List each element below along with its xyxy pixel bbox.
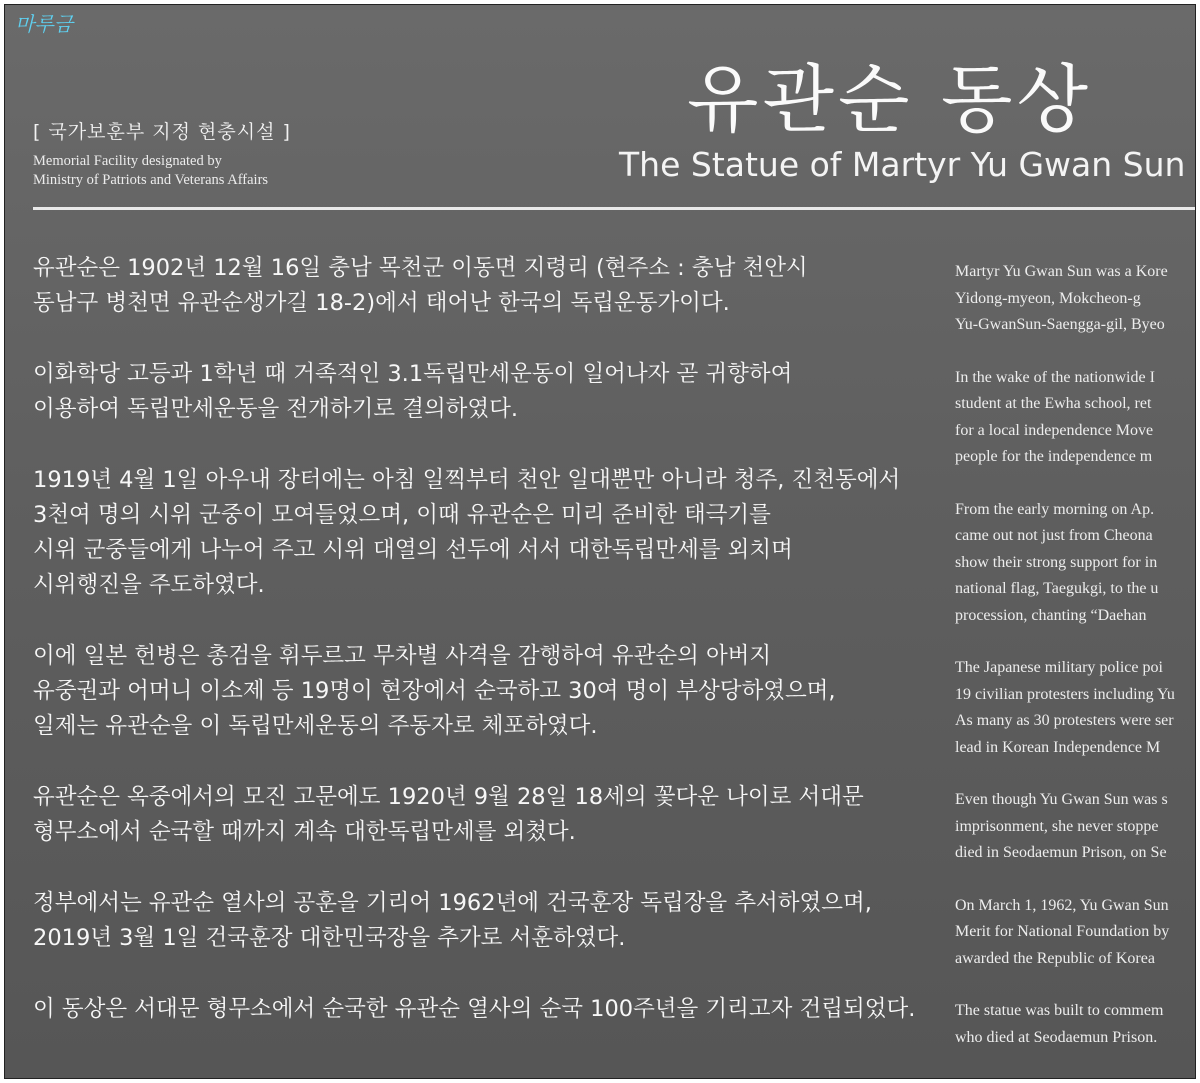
korean-paragraph-line: 이화학당 고등과 1학년 때 거족적인 3.1독립만세운동이 일어나자 곧 귀향하여 bbox=[33, 361, 793, 387]
korean-paragraph-line: 시위행진을 주도하였다. bbox=[33, 572, 265, 598]
english-paragraph-line: The statue was built to commem bbox=[955, 1002, 1164, 1019]
english-paragraph-line: lead in Korean Independence M bbox=[955, 738, 1161, 756]
korean-paragraph bbox=[33, 639, 913, 744]
divider-rule bbox=[33, 207, 1196, 210]
title-english: The Statue of Martyr Yu Gwan Sun bbox=[619, 145, 1186, 184]
english-paragraph-line: Yidong-myeon, Mokcheon-g bbox=[955, 289, 1141, 307]
korean-paragraph-line: 정부에서는 유관순 열사의 공훈을 기리어 1962년에 건국훈장 독립장을 추서하였으며, bbox=[33, 890, 872, 916]
korean-paragraph-line: 유관순은 옥중에서의 모진 고문에도 1920년 9월 28일 18세의 꽃다운 나이로 서대문 bbox=[33, 784, 864, 810]
title-korean: 유관순 동상 bbox=[687, 57, 1092, 143]
korean-paragraph bbox=[33, 992, 916, 1027]
english-paragraph-line: student at the Ewha school, ret bbox=[955, 395, 1152, 412]
english-paragraph-line: awarded the Republic of Korea bbox=[955, 949, 1155, 967]
korean-paragraph-line: 유관순은 1902년 12월 16일 충남 목천군 이동면 지령리 (현주소 : 충남 천안시 bbox=[33, 255, 808, 281]
korean-paragraph bbox=[33, 780, 913, 850]
english-paragraph bbox=[955, 365, 1196, 471]
korean-paragraph-line: 3천여 명의 시위 군중이 모여들었으며, 이때 유관순은 미리 준비한 태극기를 bbox=[33, 502, 771, 528]
english-text-column bbox=[955, 259, 1196, 1077]
english-paragraph-line: for a local independence Move bbox=[955, 421, 1154, 439]
memorial-plaque bbox=[4, 4, 1196, 1079]
english-paragraph bbox=[955, 259, 1196, 339]
korean-paragraph bbox=[33, 251, 913, 321]
english-paragraph-line: On March 1, 1962, Yu Gwan Sun bbox=[955, 896, 1169, 914]
english-paragraph-line: procession, chanting “Daehan bbox=[955, 606, 1147, 624]
english-paragraph-line: came out not just from Cheona bbox=[955, 527, 1153, 544]
english-paragraph-line: national flag, Taegukgi, to the u bbox=[955, 580, 1159, 597]
english-paragraph bbox=[955, 998, 1196, 1051]
english-paragraph bbox=[955, 787, 1196, 867]
korean-paragraph-line: 형무소에서 순국할 때까지 계속 대한독립만세를 외쳤다. bbox=[33, 819, 576, 845]
designation-english bbox=[33, 152, 268, 190]
korean-paragraph-line: 이용하여 독립만세운동을 전개하기로 결의하였다. bbox=[33, 396, 519, 422]
english-paragraph-line: Merit for National Foundation by bbox=[955, 923, 1170, 940]
korean-paragraph-line: 이에 일본 헌병은 총검을 휘두르고 무차별 사격을 감행하여 유관순의 아버지 bbox=[33, 643, 772, 669]
designation-english-line: Ministry of Patriots and Veterans Affairs bbox=[33, 172, 269, 188]
english-paragraph-line: As many as 30 protesters were ser bbox=[955, 712, 1174, 729]
designation-korean: [ 국가보훈부 지정 현충시설 ] bbox=[33, 121, 291, 143]
english-paragraph bbox=[955, 497, 1196, 630]
english-paragraph bbox=[955, 893, 1196, 973]
korean-paragraph-line: 일제는 유관순을 이 독립만세운동의 주동자로 체포하였다. bbox=[33, 713, 598, 739]
korean-paragraph-line: 이 동상은 서대문 형무소에서 순국한 유관순 열사의 순국 100주년을 기리고자 건립되었다. bbox=[33, 996, 916, 1022]
english-paragraph-line: In the wake of the nationwide I bbox=[955, 368, 1155, 386]
korean-paragraph-line: 유중권과 어머니 이소제 등 19명이 현장에서 순국하고 30여 명이 부상당하였으며, bbox=[33, 678, 836, 704]
korean-paragraph bbox=[33, 357, 913, 427]
english-paragraph-line: show their strong support for in bbox=[955, 553, 1158, 571]
english-paragraph-line: From the early morning on Ap. bbox=[955, 500, 1155, 518]
english-paragraph-line: Even though Yu Gwan Sun was s bbox=[955, 791, 1168, 808]
korean-paragraph bbox=[33, 463, 913, 603]
english-paragraph-line: 19 civilian protesters including Yu bbox=[955, 685, 1175, 703]
english-paragraph-line: imprisonment, she never stoppe bbox=[955, 817, 1159, 835]
korean-paragraph-line: 1919년 4월 1일 아우내 장터에는 아침 일찍부터 천안 일대뿐만 아니라 청주, 진천동에서 bbox=[33, 467, 901, 493]
english-paragraph-line: died in Seodaemun Prison, on Se bbox=[955, 844, 1167, 861]
english-paragraph-line: people for the independence m bbox=[955, 448, 1153, 465]
english-paragraph-line: The Japanese military police poi bbox=[955, 659, 1163, 676]
designation-english-line: Memorial Facility designated by bbox=[33, 153, 222, 169]
korean-paragraph-line: 2019년 3월 1일 건국훈장 대한민국장을 추가로 서훈하였다. bbox=[33, 925, 626, 951]
korean-paragraph bbox=[33, 886, 913, 956]
korean-paragraph-line: 동남구 병천면 유관순생가길 18-2)에서 태어난 한국의 독립운동가이다. bbox=[33, 290, 730, 316]
english-paragraph bbox=[955, 655, 1196, 761]
english-paragraph-line: Martyr Yu Gwan Sun was a Kore bbox=[955, 263, 1168, 280]
korean-paragraph-line: 시위 군중들에게 나누어 주고 시위 대열의 선두에 서서 대한독립만세를 외치며 bbox=[33, 537, 793, 563]
english-paragraph-line: Yu-GwanSun-Saengga-gil, Byeo bbox=[955, 316, 1165, 333]
korean-text-column bbox=[33, 251, 916, 1063]
watermark: 마루금 bbox=[15, 12, 73, 36]
english-paragraph-line: who died at Seodaemun Prison. bbox=[955, 1028, 1158, 1046]
